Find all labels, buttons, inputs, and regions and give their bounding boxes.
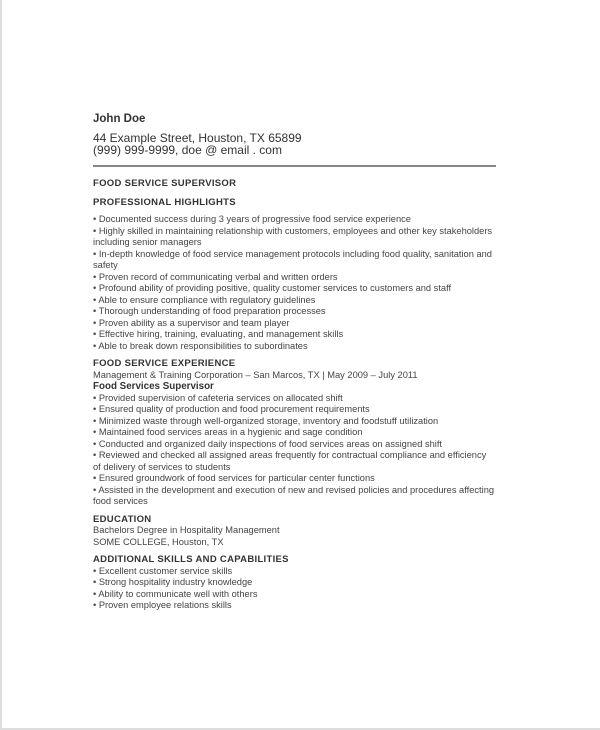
- address: 44 Example Street, Houston, TX 65899: [93, 131, 302, 145]
- list-item: • Minimized waste through well-organized storage, inventory and foodstuff utilization: [93, 415, 439, 426]
- role-title: Food Services Supervisor: [93, 381, 214, 392]
- list-item: • Ensured groundwork of food services for particular center functions: [93, 473, 375, 483]
- resume-page: [93, 113, 496, 612]
- list-item: • Reviewed and checked all assigned areas frequently for contractual compliance and efficiency of delivery of services to students: [93, 450, 487, 472]
- experience-list: [93, 393, 496, 508]
- list-item: • Able to ensure compliance with regulatory guidelines: [93, 294, 316, 305]
- list-item: • Ability to communicate well with others: [93, 588, 258, 599]
- list-item: • Provided supervision of cafeteria services on allocated shift: [93, 392, 343, 403]
- school: SOME COLLEGE, Houston, TX: [93, 536, 224, 547]
- phone-email: (999) 999-9999, doe @ email . com: [93, 143, 282, 157]
- list-item: • Profound ability of providing positive, quality customer services to customers and staff: [93, 283, 452, 293]
- job-title: FOOD SERVICE SUPERVISOR: [93, 178, 237, 189]
- list-item: • Highly skilled in maintaining relationship with customers, employees and other key stakeholders including senior managers: [93, 225, 493, 247]
- list-item: • Able to break down responsibilities to subordinates: [93, 340, 308, 351]
- highlights-list: [93, 214, 496, 352]
- list-item: • Thorough understanding of food preparation processes: [93, 306, 326, 316]
- list-item: • Maintained food services areas in a hygienic and sage condition: [93, 427, 363, 437]
- list-item: • Proven ability as a supervisor and team player: [93, 317, 290, 328]
- employer: Management & Training Corporation – San Marcos, TX | May 2009 – July 2011: [93, 369, 418, 380]
- list-item: • Excellent customer service skills: [93, 565, 233, 576]
- list-item: • Proven record of communicating verbal and written orders: [93, 271, 338, 282]
- list-item: • Ensured quality of production and food procurement requirements: [93, 404, 370, 414]
- candidate-name: John Doe: [93, 113, 146, 125]
- list-item: • Documented success during 3 years of progressive food service experience: [93, 214, 411, 224]
- contact-info: [93, 132, 496, 156]
- list-item: • Assisted in the development and execution of new and revised policies and procedures affecting food services: [93, 484, 495, 506]
- list-item: • In-depth knowledge of food service management protocols including food quality, sanitation and safety: [93, 248, 492, 270]
- skills-list: [93, 566, 496, 612]
- highlights-heading: PROFESSIONAL HIGHLIGHTS: [93, 196, 236, 208]
- list-item: • Proven employee relations skills: [93, 600, 232, 610]
- degree: Bachelors Degree in Hospitality Management: [93, 525, 280, 535]
- list-item: • Effective hiring, training, evaluating, and management skills: [93, 329, 344, 339]
- list-item: • Conducted and organized daily inspections of food services areas on assigned shift: [93, 438, 443, 449]
- experience-heading: FOOD SERVICE EXPERIENCE: [93, 358, 236, 369]
- list-item: • Strong hospitality industry knowledge: [93, 577, 253, 587]
- skills-heading: ADDITIONAL SKILLS AND CAPABILITIES: [93, 554, 289, 565]
- divider: [93, 165, 496, 167]
- education-heading: EDUCATION: [93, 513, 152, 525]
